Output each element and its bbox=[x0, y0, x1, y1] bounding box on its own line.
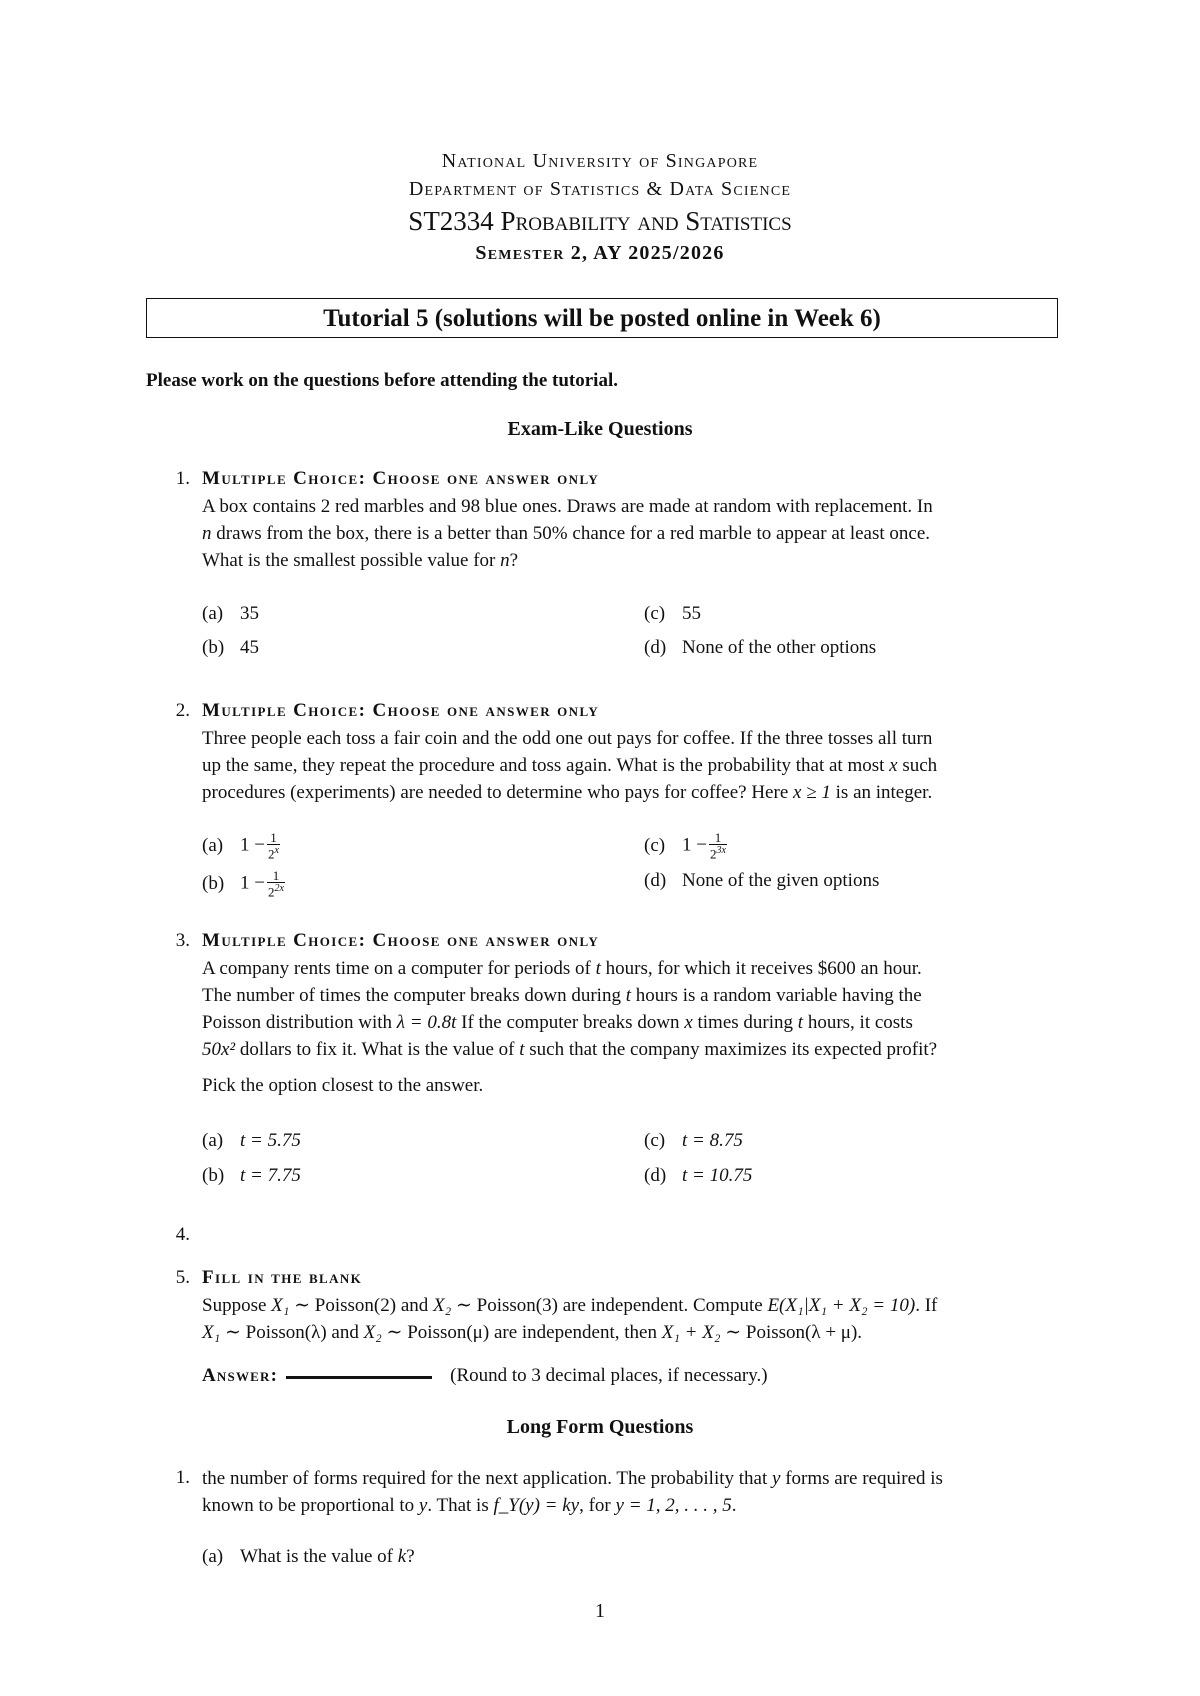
long-q1-part-a: (a) What is the value of k? bbox=[202, 1546, 415, 1567]
q1-option-a: (a) 35 bbox=[202, 603, 259, 624]
page-number: 1 bbox=[595, 1600, 605, 1622]
q3-line: Poisson distribution with λ = 0.8t If the computer breaks down x times during t hours, it costs bbox=[202, 1012, 913, 1033]
semester-line: Semester 2, AY 2025/2026 bbox=[475, 242, 725, 264]
long-q1-number: 1. bbox=[175, 1467, 190, 1488]
q3-option-c: (c) t = 8.75 bbox=[644, 1130, 743, 1151]
q5-answer-row bbox=[202, 1365, 768, 1387]
q3-heading: Multiple Choice: Choose one answer only bbox=[202, 930, 600, 951]
q2-body bbox=[202, 725, 1064, 806]
q3-option-b: (b) t = 7.75 bbox=[202, 1165, 301, 1186]
long-q1-line: the number of forms required for the next application. The probability that y forms are required is bbox=[202, 1468, 943, 1489]
course-title: ST2334 Probability and Statistics bbox=[408, 206, 792, 236]
q5-heading: Fill in the blank bbox=[202, 1267, 363, 1288]
q2-line: procedures (experiments) are needed to determine who pays for coffee? Here x ≥ 1 is an integer. bbox=[202, 782, 933, 803]
q4-number: 4. bbox=[175, 1224, 190, 1245]
q1-option-c: (c) 55 bbox=[644, 603, 701, 624]
q2-line: Three people each toss a fair coin and the odd one out pays for coffee. If the three tosses all turn bbox=[202, 728, 933, 749]
q3-line: A company rents time on a computer for periods of t hours, for which it receives $600 an hour. bbox=[202, 958, 922, 979]
q1-number: 1. bbox=[175, 468, 190, 489]
q3-option-d: (d) t = 10.75 bbox=[644, 1165, 753, 1186]
q1-line: n draws from the box, there is a better than 50% chance for a red marble to appear at least once. bbox=[202, 523, 931, 544]
q5-line: X₁ ∼ Poisson(λ) and X₂ ∼ Poisson(μ) are independent, then X₁ + X₂ ∼ Poisson(λ + μ). bbox=[202, 1322, 863, 1343]
q1-heading: Multiple Choice: Choose one answer only bbox=[202, 468, 600, 489]
q2-line: up the same, they repeat the procedure and toss again. What is the probability that at most x such bbox=[202, 755, 938, 776]
q3-pick-note: Pick the option closest to the answer. bbox=[202, 1075, 484, 1096]
q2-option-d: (d) None of the given options bbox=[644, 870, 880, 891]
long-section-title: Long Form Questions bbox=[506, 1416, 694, 1438]
q5-line: Suppose X₁ ∼ Poisson(2) and X₂ ∼ Poisson(3) are independent. Compute E(X₁|X₁ + X₂ = 10). If bbox=[202, 1295, 938, 1316]
q3-line: The number of times the computer breaks down during t hours is a random variable having the bbox=[202, 985, 922, 1006]
instruction-text: Please work on the questions before attending the tutorial. bbox=[146, 370, 618, 391]
q3-body bbox=[202, 955, 1064, 1099]
q2-option-c: (c) 1 − $\frac{1}{2^{3x}}$ bbox=[644, 830, 726, 862]
q2-option-b: (b) 1 − $\frac{1}{2^{2x}}$ bbox=[202, 868, 284, 900]
answer-label: Answer: bbox=[202, 1365, 279, 1386]
q2-heading: Multiple Choice: Choose one answer only bbox=[202, 700, 600, 721]
answer-note: (Round to 3 decimal places, if necessary.) bbox=[450, 1365, 768, 1386]
q1-line: What is the smallest possible value for n? bbox=[202, 550, 519, 571]
q3-option-a: (a) t = 5.75 bbox=[202, 1130, 301, 1151]
university-name: National University of Singapore bbox=[441, 150, 759, 172]
q2-number: 2. bbox=[175, 700, 190, 721]
tutorial-title-box: Tutorial 5 (solutions will be posted online in Week 6) bbox=[146, 298, 1058, 338]
q1-line: A box contains 2 red marbles and 98 blue ones. Draws are made at random with replacement. In bbox=[202, 496, 933, 517]
q5-number: 5. bbox=[175, 1267, 190, 1288]
q1-body bbox=[202, 493, 1064, 574]
long-q1-line: known to be proportional to y. That is f_Y(y) = ky, for y = 1, 2, . . . , 5. bbox=[202, 1495, 737, 1516]
q3-line: 50x² dollars to fix it. What is the value of t such that the company maximizes its expected profit? bbox=[202, 1039, 938, 1060]
q1-option-d: (d) None of the other options bbox=[644, 637, 877, 658]
q2-option-a: (a) 1 − $\frac{1}{2^x}$ bbox=[202, 830, 279, 862]
q3-number: 3. bbox=[175, 930, 190, 951]
long-q1-body bbox=[202, 1465, 1064, 1519]
answer-blank[interactable] bbox=[286, 1376, 432, 1379]
q5-body bbox=[202, 1292, 1064, 1346]
q1-option-b: (b) 45 bbox=[202, 637, 259, 658]
department-name: Department of Statistics & Data Science bbox=[408, 178, 792, 200]
exam-section-title: Exam-Like Questions bbox=[507, 418, 693, 440]
